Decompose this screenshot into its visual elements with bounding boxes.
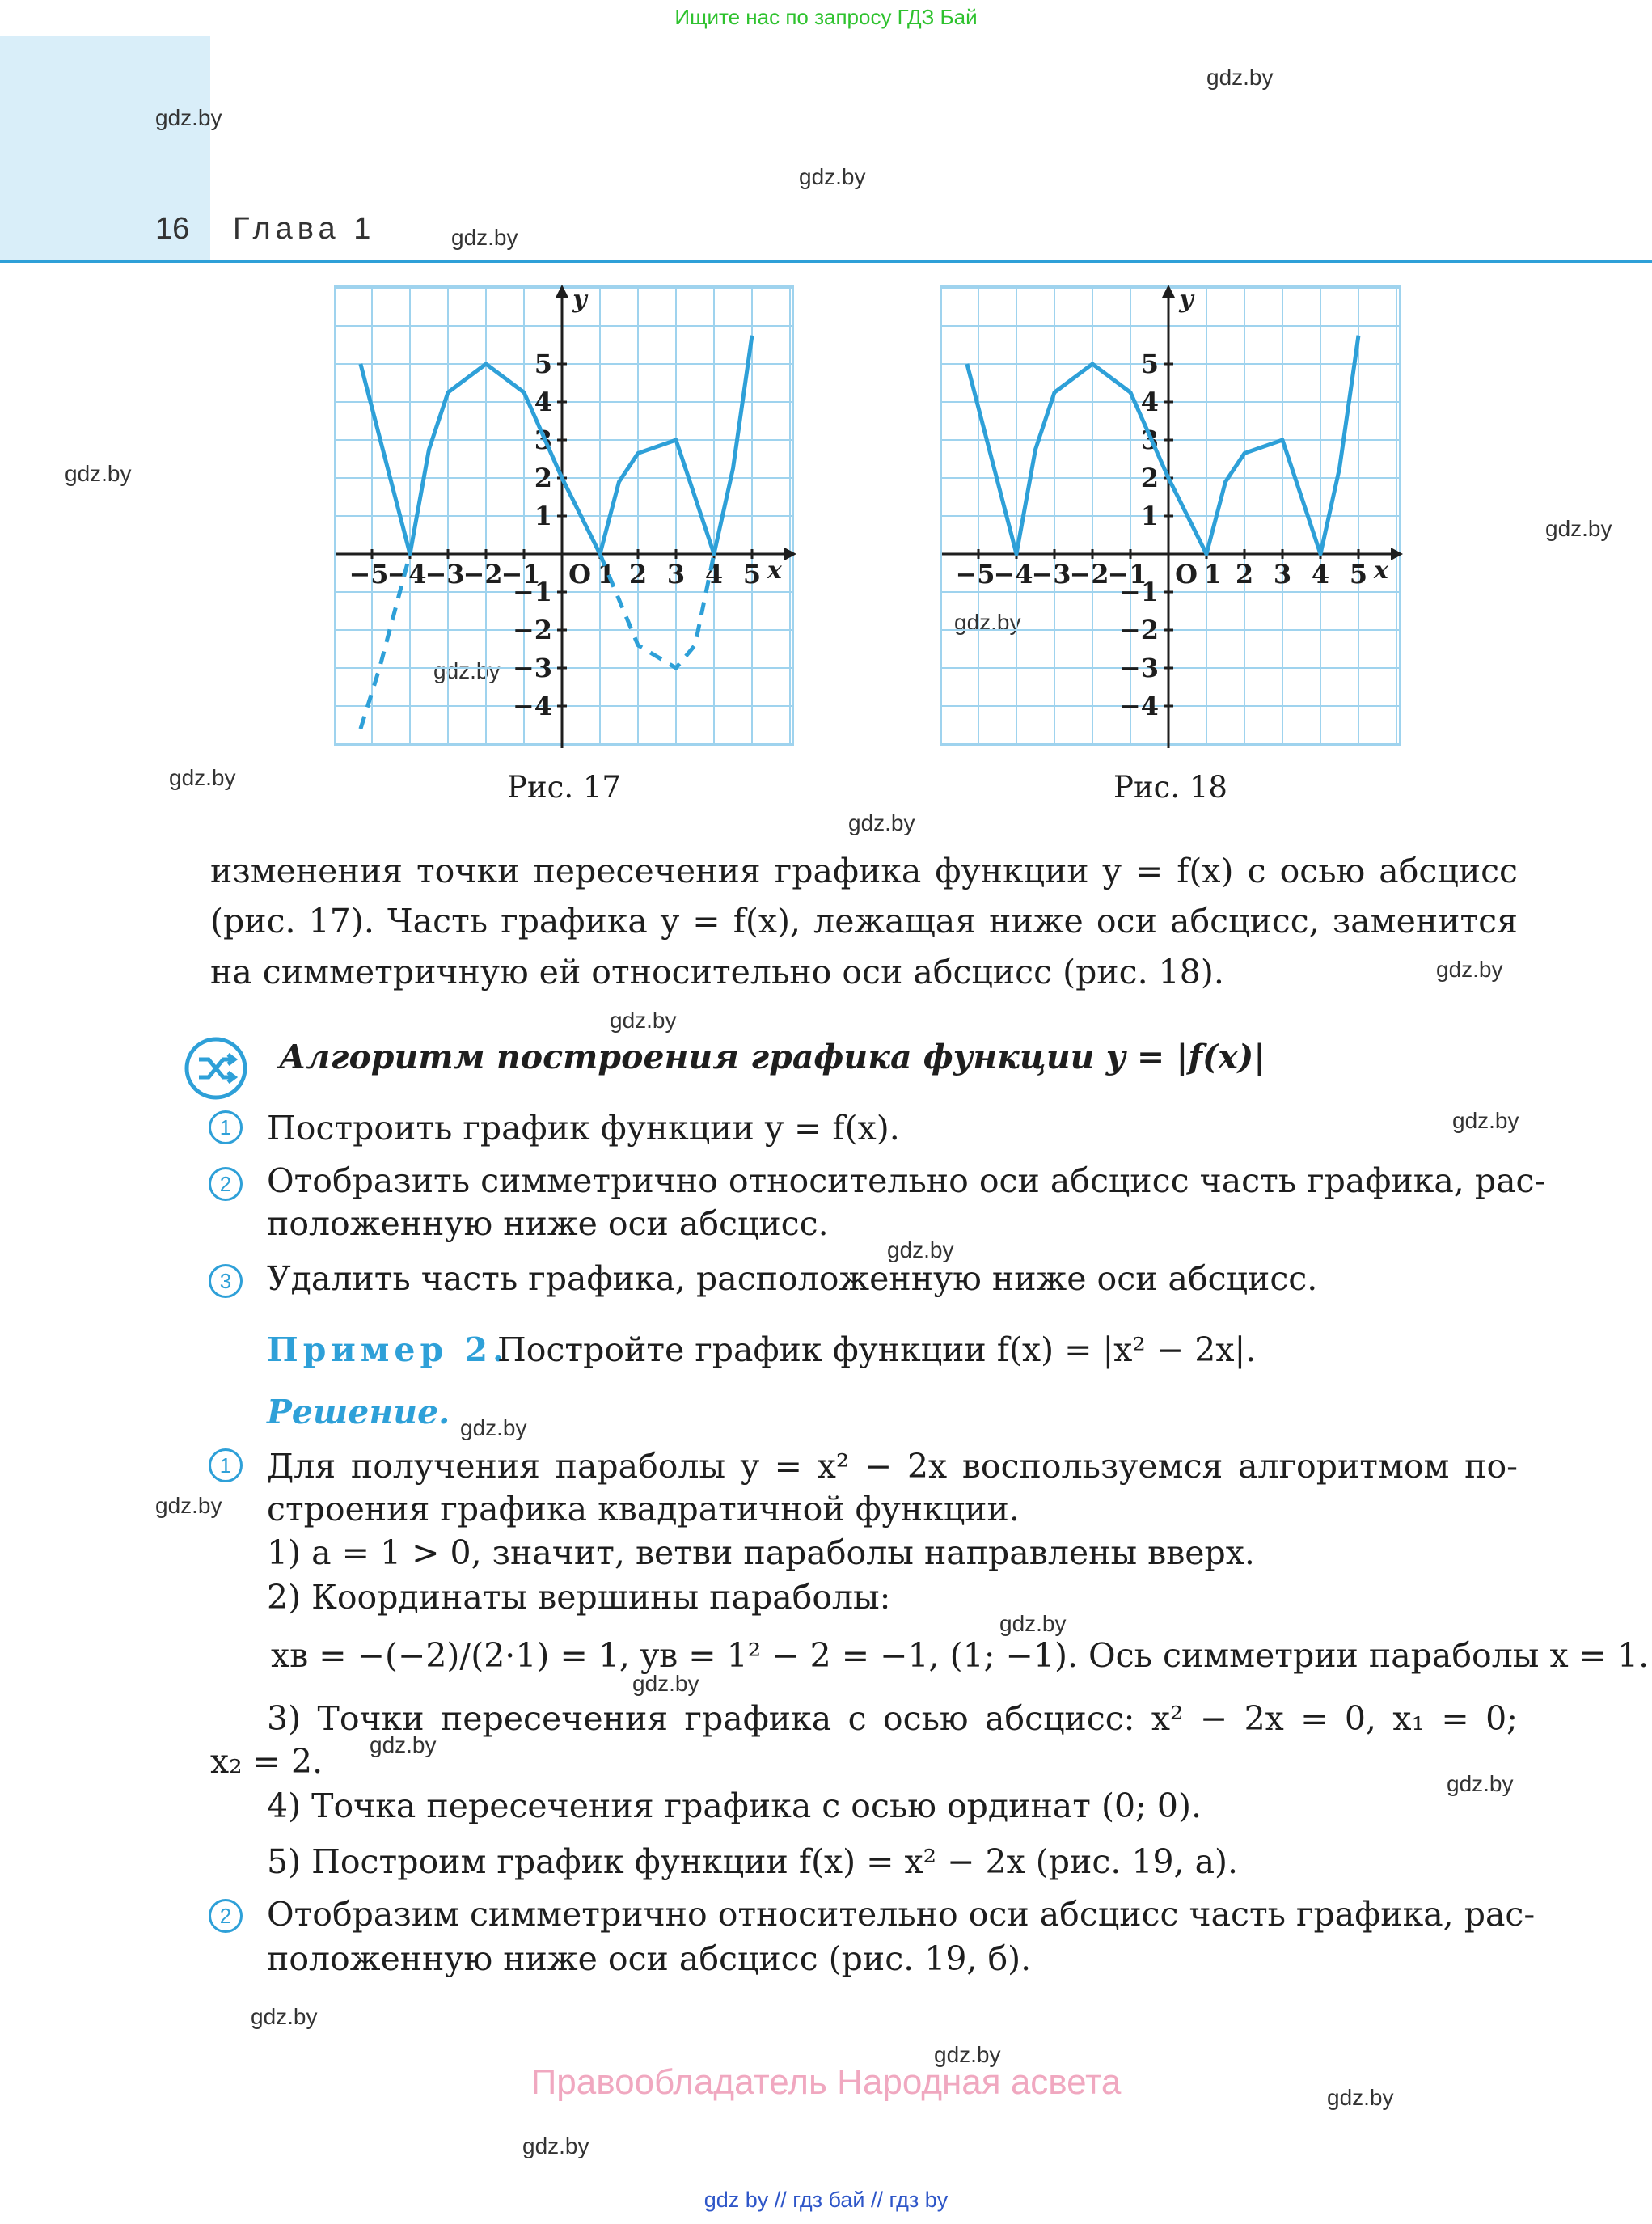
figure-18-caption: Рис. 18 [1113, 770, 1227, 805]
algorithm-step-cont: положенную ниже оси абсцисс. [267, 1204, 829, 1243]
watermark: gdz.by [433, 658, 501, 683]
x-tick-label: 4 [1311, 559, 1330, 590]
solution-item-1: 1) a = 1 > 0, значит, ветви параболы направлены вверх. [267, 1533, 1255, 1572]
origin-label: O [568, 559, 591, 590]
solution-item-3: 3) Точки пересечения графика с осью абсцисс: x² − 2x = 0, x₁ = 0; [267, 1699, 1518, 1738]
x-tick-label: 2 [628, 559, 648, 590]
y-tick-label: −2 [512, 615, 552, 645]
shuffle-icon [183, 1035, 249, 1101]
solution-step-2: Отобразим симметрично относительно оси абсцисс часть графика, рас- [267, 1895, 1536, 1934]
watermark: gdz.by [1327, 2085, 1394, 2110]
solution-label: Решение. [267, 1393, 450, 1431]
watermark: gdz.by [522, 2133, 589, 2158]
y-tick-label: −3 [1118, 653, 1159, 683]
x-tick-label: 5 [1349, 559, 1368, 590]
x-tick-label: 5 [742, 559, 762, 590]
watermark: gdz.by [887, 1237, 954, 1262]
copyright-notice: Правообладатель Народная асвета [530, 2062, 1122, 2102]
x-tick-label: −2 [463, 559, 503, 590]
watermark: gdz.by [934, 2042, 1001, 2067]
page-number: 16 [155, 212, 190, 246]
y-tick-label: −4 [1118, 691, 1159, 721]
watermark: gdz.by [799, 164, 866, 189]
x-tick-label: −5 [349, 559, 389, 590]
x-tick-label: −3 [1031, 559, 1071, 590]
top-banner: Ищите нас по запросу ГДЗ Бай [674, 5, 978, 29]
y-tick-label: 5 [1140, 349, 1159, 379]
y-tick-label: 4 [534, 387, 552, 417]
algorithm-step: Удалить часть графика, расположенную ниже оси абсцисс. [267, 1259, 1318, 1298]
solution-item-2: 2) Координаты вершины параболы: [267, 1578, 891, 1617]
x-tick-label: −3 [425, 559, 465, 590]
y-tick-label: −2 [1118, 615, 1159, 645]
y-tick-label: 2 [534, 463, 552, 493]
example-task: Постройте график функции f(x) = |x² − 2x|. [497, 1330, 1257, 1369]
watermark: gdz.by [451, 225, 518, 250]
step-number: 2 [209, 1167, 243, 1201]
x-tick-label: −4 [387, 559, 427, 590]
y-tick-label: −4 [512, 691, 552, 721]
y-tick-label: 3 [534, 425, 552, 455]
step-number: 1 [209, 1448, 243, 1482]
x-tick-label: 2 [1235, 559, 1254, 590]
y-tick-label: 1 [534, 501, 552, 531]
figure-17 [332, 283, 796, 752]
watermark: gdz.by [1452, 1108, 1519, 1133]
watermark: gdz.by [999, 1611, 1067, 1636]
x-tick-label: 3 [1273, 559, 1292, 590]
x-tick-label: −4 [993, 559, 1033, 590]
watermark: gdz.by [848, 810, 915, 835]
watermark: gdz.by [632, 1671, 699, 1696]
step-number: 2 [209, 1899, 243, 1933]
x-tick-label: 3 [666, 559, 686, 590]
solution-item-4: 4) Точка пересечения графика с осью ординат (0; 0). [267, 1786, 1202, 1825]
solution-step-1-cont: строения графика квадратичной функции. [267, 1490, 1020, 1528]
chapter-title: Глава 1 [233, 212, 376, 246]
x-axis-label: x [1374, 556, 1388, 585]
x-tick-label: −2 [1069, 559, 1109, 590]
watermark: gdz.by [1436, 957, 1503, 982]
solution-item-5: 5) Построим график функции f(x) = x² − 2x (рис. 19, а). [267, 1842, 1239, 1881]
y-tick-label: 2 [1140, 463, 1159, 493]
y-axis-label: y [572, 285, 587, 314]
y-tick-label: −1 [512, 577, 552, 607]
y-tick-label: −3 [512, 653, 552, 683]
intro-line: изменения точки пересечения графика функции y = f(x) с осью абсцисс [210, 852, 1518, 890]
watermark: gdz.by [460, 1415, 527, 1440]
graph-line [967, 336, 1358, 554]
watermark: gdz.by [610, 1008, 677, 1033]
watermark: gdz.by [1545, 516, 1612, 541]
origin-label: O [1175, 559, 1198, 590]
x-tick-label: 4 [704, 559, 724, 590]
graph-line [361, 336, 752, 554]
x-tick-label: −5 [955, 559, 995, 590]
step-number: 1 [209, 1110, 243, 1144]
solution-step-2-cont: положенную ниже оси абсцисс (рис. 19, б). [267, 1939, 1032, 1978]
step-number: 3 [209, 1264, 243, 1298]
watermark: gdz.by [1206, 65, 1274, 90]
header-divider [0, 260, 1652, 263]
algorithm-title: Алгоритм построения графика функции y = |f(x)| [279, 1038, 1266, 1076]
intro-line: на симметричную ей относительно оси абсцисс (рис. 18). [210, 953, 1224, 991]
watermark: gdz.by [1447, 1771, 1514, 1796]
x-tick-label: 1 [597, 559, 616, 590]
y-tick-label: 1 [1140, 501, 1159, 531]
watermark: gdz.by [155, 1493, 222, 1518]
watermark: gdz.by [155, 105, 222, 130]
watermark: gdz.by [251, 2004, 318, 2029]
figure-18 [938, 283, 1403, 752]
bottom-links[interactable]: gdz by // гдз бай // гдз by [703, 2188, 949, 2212]
example-label: Пример 2. [267, 1330, 509, 1369]
x-tick-label: −1 [1107, 559, 1147, 590]
vertex-formula: xв = −(−2)/(2·1) = 1, yв = 1² − 2 = −1, (1; −1). Ось симметрии параболы x = 1. [271, 1636, 1650, 1675]
x-tick-label: −1 [501, 559, 541, 590]
algorithm-step: Отобразить симметрично относительно оси абсцисс часть графика, рас- [267, 1161, 1546, 1200]
solution-step-1: Для получения параболы y = x² − 2x воспользуемся алгоритмом по- [267, 1447, 1518, 1486]
intro-line: (рис. 17). Часть графика y = f(x), лежащая ниже оси абсцисс, заменится [210, 902, 1518, 941]
watermark: gdz.by [169, 765, 236, 790]
y-tick-label: 5 [534, 349, 552, 379]
figure-17-caption: Рис. 17 [507, 770, 621, 805]
y-tick-label: −1 [1118, 577, 1159, 607]
x-tick-label: 1 [1203, 559, 1223, 590]
y-tick-label: 4 [1140, 387, 1159, 417]
watermark: gdz.by [370, 1732, 437, 1757]
y-tick-label: 3 [1140, 425, 1159, 455]
y-axis-label: y [1179, 285, 1194, 314]
x-axis-label: x [767, 556, 782, 585]
algorithm-step: Построить график функции y = f(x). [267, 1109, 900, 1148]
solution-item-3-cont: x₂ = 2. [210, 1742, 323, 1781]
watermark: gdz.by [954, 610, 1021, 635]
watermark: gdz.by [65, 461, 132, 486]
